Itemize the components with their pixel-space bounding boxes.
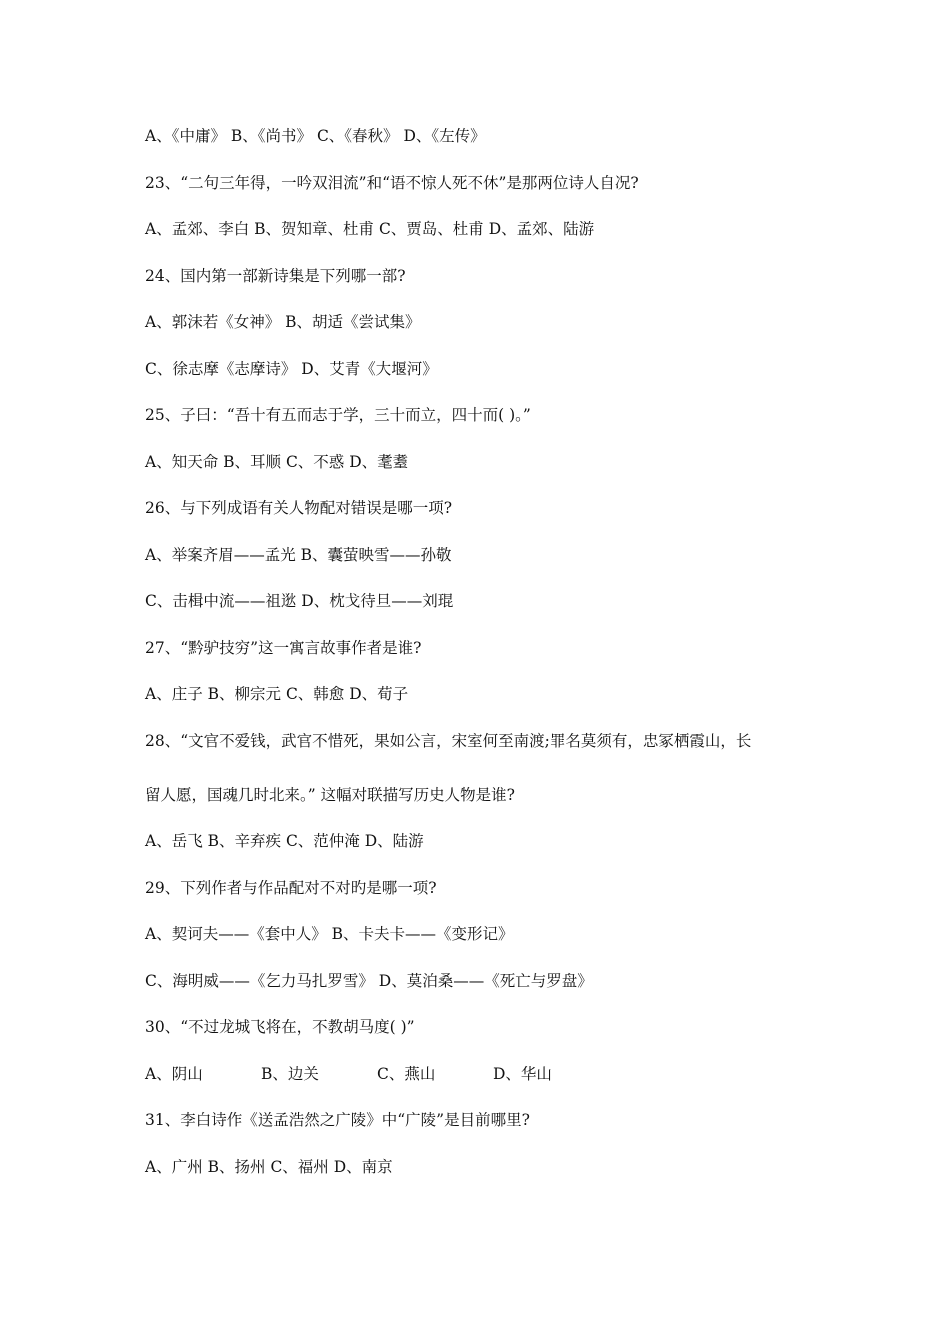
question-25: 25、子曰：“吾十有五而志于学，三十而立，四十而( )。”: [145, 406, 531, 424]
answer-options-24-cd: C、徐志摩《志摩诗》 D、艾青《大堰河》: [145, 359, 438, 378]
option-d: D、华山: [493, 1064, 552, 1083]
answer-options-31: A、广州 B、扬州 C、福州 D、南京: [145, 1157, 393, 1176]
answer-options-29-ab: A、契诃夫——《套中人》 B、卡夫卡——《变形记》: [145, 925, 514, 943]
question-30: 30、“不过龙城飞将在，不教胡马度( )”: [145, 1018, 415, 1036]
question-29: 29、下列作者与作品配对不对旳是哪一项?: [145, 878, 437, 897]
option-b: B、边关: [261, 1064, 319, 1083]
answer-options-28: A、岳飞 B、辛弃疾 C、范仲淹 D、陆游: [145, 832, 424, 850]
answer-options-30: [145, 1060, 825, 1107]
option-a: A、阴山: [145, 1064, 203, 1083]
question-23: 23、“二句三年得，一吟双泪流”和“语不惊人死不休”是那两位诗人自况?: [145, 173, 639, 192]
answer-options-27: A、庄子 B、柳宗元 C、韩愈 D、荀子: [145, 685, 409, 703]
answer-options-24-ab: A、郭沫若《女神》 B、胡适《尝试集》: [145, 313, 421, 331]
answer-options-22: A、《中庸》 B、《尚书》 C、《春秋》 D、《左传》: [145, 127, 486, 145]
question-28-line-1: 28、“文官不爱钱，武官不惜死，果如公言，宋室何至南渡;罪名莫须有，忠冢栖霞山，长: [145, 731, 752, 750]
answer-options-26-ab: A、举案齐眉——孟光 B、囊萤映雪——孙敬: [145, 545, 452, 564]
question-list: [145, 122, 825, 1199]
question-31: 31、李白诗作《送孟浩然之广陵》中“广陵”是目前哪里?: [145, 1111, 530, 1129]
answer-options-23: A、孟郊、李白 B、贺知章、杜甫 C、贾岛、杜甫 D、孟郊、陆游: [145, 220, 595, 238]
question-24: 24、国内第一部新诗集是下列哪一部?: [145, 266, 406, 285]
answer-options-25: A、知天命 B、耳顺 C、不惑 D、耄耋: [145, 452, 409, 471]
question-28-line-2: 留人愿，国魂几时北来。” 这幅对联描写历史人物是谁?: [145, 785, 515, 804]
answer-options-29-cd: C、海明威——《乞力马扎罗雪》 D、莫泊桑——《死亡与罗盘》: [145, 971, 593, 990]
question-26: 26、与下列成语有关人物配对错误是哪一项?: [145, 499, 453, 517]
answer-options-26-cd: C、击楫中流——祖逖 D、枕戈待旦——刘琨: [145, 592, 454, 610]
option-c: C、燕山: [377, 1064, 436, 1083]
question-27: 27、“黔驴技穷”这一寓言故事作者是谁?: [145, 638, 422, 657]
